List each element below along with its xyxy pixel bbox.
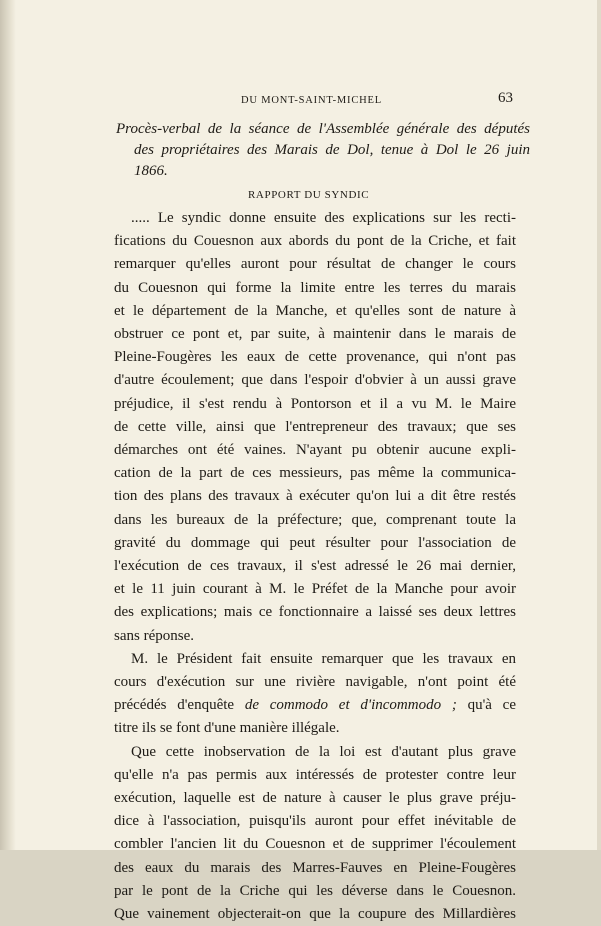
- text-span: qu'à ce: [456, 697, 516, 714]
- text-line: tion des plans des travaux à exécuter qu'on lui a dit être restés: [114, 488, 516, 505]
- text-line: fications du Couesnon aux abords du pont de la Criche, et fait: [114, 233, 516, 250]
- document-title: [116, 119, 530, 182]
- text-line: sans réponse.: [114, 627, 194, 644]
- text-line: par le pont de la Criche qui les déverse dans le Couesnon.: [114, 882, 516, 899]
- title-line: 1866.: [134, 163, 168, 179]
- text-line: démarches ont été vaines. N'ayant pu obtenir aucune expli-: [114, 442, 516, 459]
- text-line: d'autre écoulement; que dans l'espoir d'obvier à un aussi grave: [114, 372, 516, 389]
- section-heading: RAPPORT DU SYNDIC: [248, 189, 370, 201]
- text-line: titre ils se font d'une manière illégale.: [114, 720, 340, 737]
- text-line: Que vainement objecterait-on que la coupure des Millardières: [114, 906, 516, 923]
- page-number: 63: [498, 90, 513, 106]
- text-line: remarquer qu'elles auront pour résultat de changer le cours: [114, 256, 516, 273]
- text-line: des eaux du marais des Marres-Fauves en Pleine-Fougères: [114, 859, 516, 876]
- text-line: et le 11 juin courant à M. le Préfet de la Manche pour avoir: [114, 581, 516, 598]
- text-line: ..... Le syndic donne ensuite des explications sur les recti-: [131, 210, 516, 226]
- text-line: dans les bureaux de la préfecture; que, comprenant toute la: [114, 511, 516, 528]
- text-line: Que cette inobservation de la loi est d'autant plus grave: [131, 743, 516, 760]
- latin-phrase: de commodo et d'incommodo ;: [244, 697, 457, 714]
- text-line: exécution, laquelle est de nature à causer le plus grave préju-: [114, 790, 516, 807]
- title-line: des propriétaires des Marais de Dol, tenue à Dol le 26 juin: [134, 142, 530, 158]
- text-line: qu'elle n'a pas permis aux intéressés de protester contre leur: [114, 766, 516, 783]
- title-line: Procès-verbal de la séance de l'Assemblée générale des députés: [116, 121, 530, 137]
- running-head: DU MONT-SAINT-MICHEL: [241, 95, 382, 106]
- text-line: dice à l'association, puisqu'ils auront pour effet inévitable de: [114, 813, 516, 830]
- text-line: préjudice, il s'est rendu à Pontorson et il a vu M. le Maire: [114, 395, 516, 412]
- page-gutter-shadow: [0, 0, 16, 850]
- text-line: cours d'exécution sur une rivière navigable, n'ont point été: [114, 674, 516, 691]
- text-line: cation de la part de ces messieurs, pas même la communica-: [114, 465, 516, 482]
- text-line: M. le Président fait ensuite remarquer que les travaux en: [131, 650, 516, 667]
- text-span: précédés d'enquête: [114, 697, 245, 714]
- text-line: et le département de la Manche, et qu'elles sont de nature à: [114, 302, 516, 319]
- text-line: obstruer ce pont et, par suite, à maintenir dans le marais de: [114, 326, 516, 343]
- text-line: gravité du dommage qui peut résulter pour l'association de: [114, 534, 516, 551]
- text-line: combler l'ancien lit du Couesnon et de supprimer l'écoulement: [114, 836, 516, 853]
- text-line: [114, 694, 516, 717]
- text-line: l'exécution de ces travaux, il s'est adressé le 26 mai dernier,: [114, 558, 516, 575]
- text-line: des explications; mais ce fonctionnaire a laissé ses deux lettres: [114, 604, 516, 621]
- text-line: Pleine-Fougères les eaux de cette provenance, qui n'ont pas: [114, 349, 516, 366]
- page-edge: [597, 0, 601, 850]
- text-line: de cette ville, ainsi que l'entrepreneur des travaux; que ses: [114, 418, 516, 435]
- body-text: [114, 207, 516, 926]
- text-line: du Couesnon qui forme la limite entre les terres du marais: [114, 279, 516, 296]
